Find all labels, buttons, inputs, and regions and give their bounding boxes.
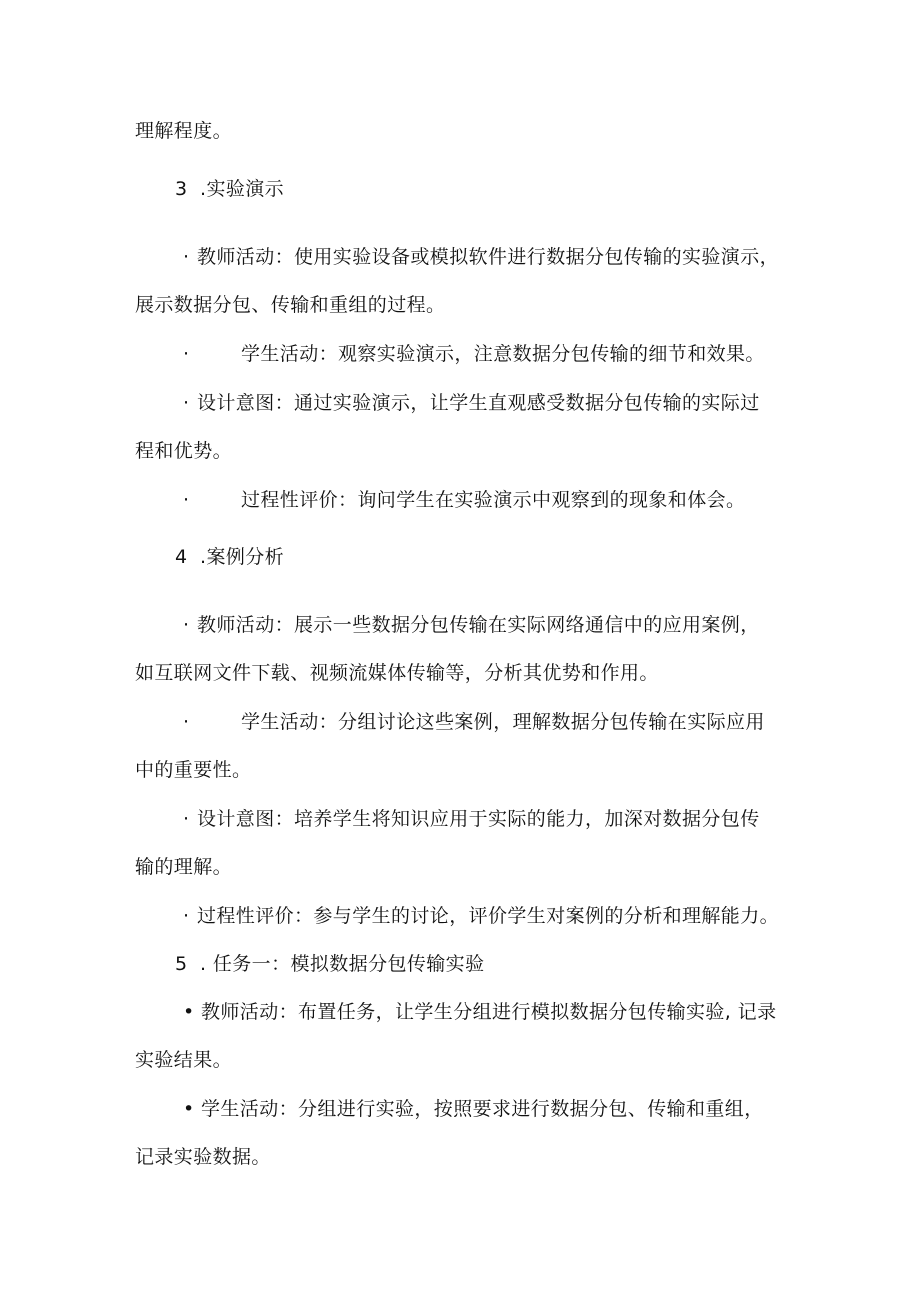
bullet-icon: · <box>183 246 190 268</box>
bullet-continuation <box>135 292 445 318</box>
bullet-text: 过程性评价：参与学生的讨论，评价学生对案例的分析和理解能力。 <box>197 905 780 927</box>
section-heading-5 <box>175 951 484 977</box>
text: 程和优势。 <box>135 440 233 462</box>
bullet-icon: • <box>183 1001 195 1023</box>
text: 输的理解。 <box>135 856 233 878</box>
section-heading-4 <box>175 544 284 570</box>
section-title: . 任务一：模拟数据分包传输实验 <box>200 953 485 975</box>
bullet-text: 教师活动：布置任务，让学生分组进行模拟数据分包传输实验, 记录 <box>201 1001 777 1023</box>
text: 记录实验数据。 <box>135 1146 271 1168</box>
bullet-text: 过程性评价：询问学生在实验演示中观察到的现象和体会。 <box>241 489 746 511</box>
bullet-icon: • <box>183 1098 195 1120</box>
section-number: 4 <box>175 546 188 568</box>
section-title: .实验演示 <box>200 178 285 200</box>
text: 理解程度。 <box>135 120 233 142</box>
bullet-item <box>183 244 779 270</box>
bullet-item <box>183 341 765 367</box>
bullet-icon: · <box>183 808 190 830</box>
bullet-icon: · <box>183 905 190 927</box>
bullet-icon: · <box>183 343 190 365</box>
bullet-text: 学生活动：分组讨论这些案例，理解数据分包传输在实际应用 <box>241 711 765 733</box>
bullet-item <box>183 999 776 1025</box>
bullet-text: 设计意图：通过实验演示，让学生直观感受数据分包传输的实际过 <box>197 392 760 414</box>
bullet-continuation <box>135 1144 271 1170</box>
text: 如互联网文件下载、视频流媒体传输等，分析其优势和作用。 <box>135 662 659 684</box>
section-heading-3 <box>175 176 284 202</box>
bullet-item <box>183 390 760 416</box>
bullet-continuation <box>135 660 659 686</box>
bullet-item <box>183 612 760 638</box>
text: 实验结果。 <box>135 1049 233 1071</box>
bullet-text: 设计意图：培养学生将知识应用于实际的能力，加深对数据分包传 <box>197 808 760 830</box>
text: 展示数据分包、传输和重组的过程。 <box>135 294 446 316</box>
bullet-item <box>183 903 779 929</box>
section-title: .案例分析 <box>200 546 285 568</box>
bullet-icon: · <box>183 711 190 733</box>
section-number: 3 <box>175 178 188 200</box>
bullet-text: 学生活动：观察实验演示，注意数据分包传输的细节和效果。 <box>241 343 765 365</box>
bullet-item <box>183 1096 764 1122</box>
bullet-text: 学生活动：分组进行实验，按照要求进行数据分包、传输和重组， <box>201 1098 764 1120</box>
bullet-item <box>183 709 765 735</box>
bullet-continuation <box>135 854 232 880</box>
bullet-continuation <box>135 438 232 464</box>
paragraph-continuation <box>135 118 232 144</box>
bullet-icon: · <box>183 489 190 511</box>
bullet-continuation <box>135 757 251 783</box>
text: 中的重要性。 <box>135 759 252 781</box>
bullet-item <box>183 806 760 832</box>
bullet-item <box>183 487 745 513</box>
bullet-icon: · <box>183 614 190 636</box>
section-number: 5 <box>175 953 188 975</box>
bullet-text: 教师活动：展示一些数据分包传输在实际网络通信中的应用案例， <box>197 614 760 636</box>
bullet-continuation <box>135 1047 232 1073</box>
bullet-icon: · <box>183 392 190 414</box>
bullet-text: 教师活动：使用实验设备或模拟软件进行数据分包传输的实验演示， <box>197 246 780 268</box>
